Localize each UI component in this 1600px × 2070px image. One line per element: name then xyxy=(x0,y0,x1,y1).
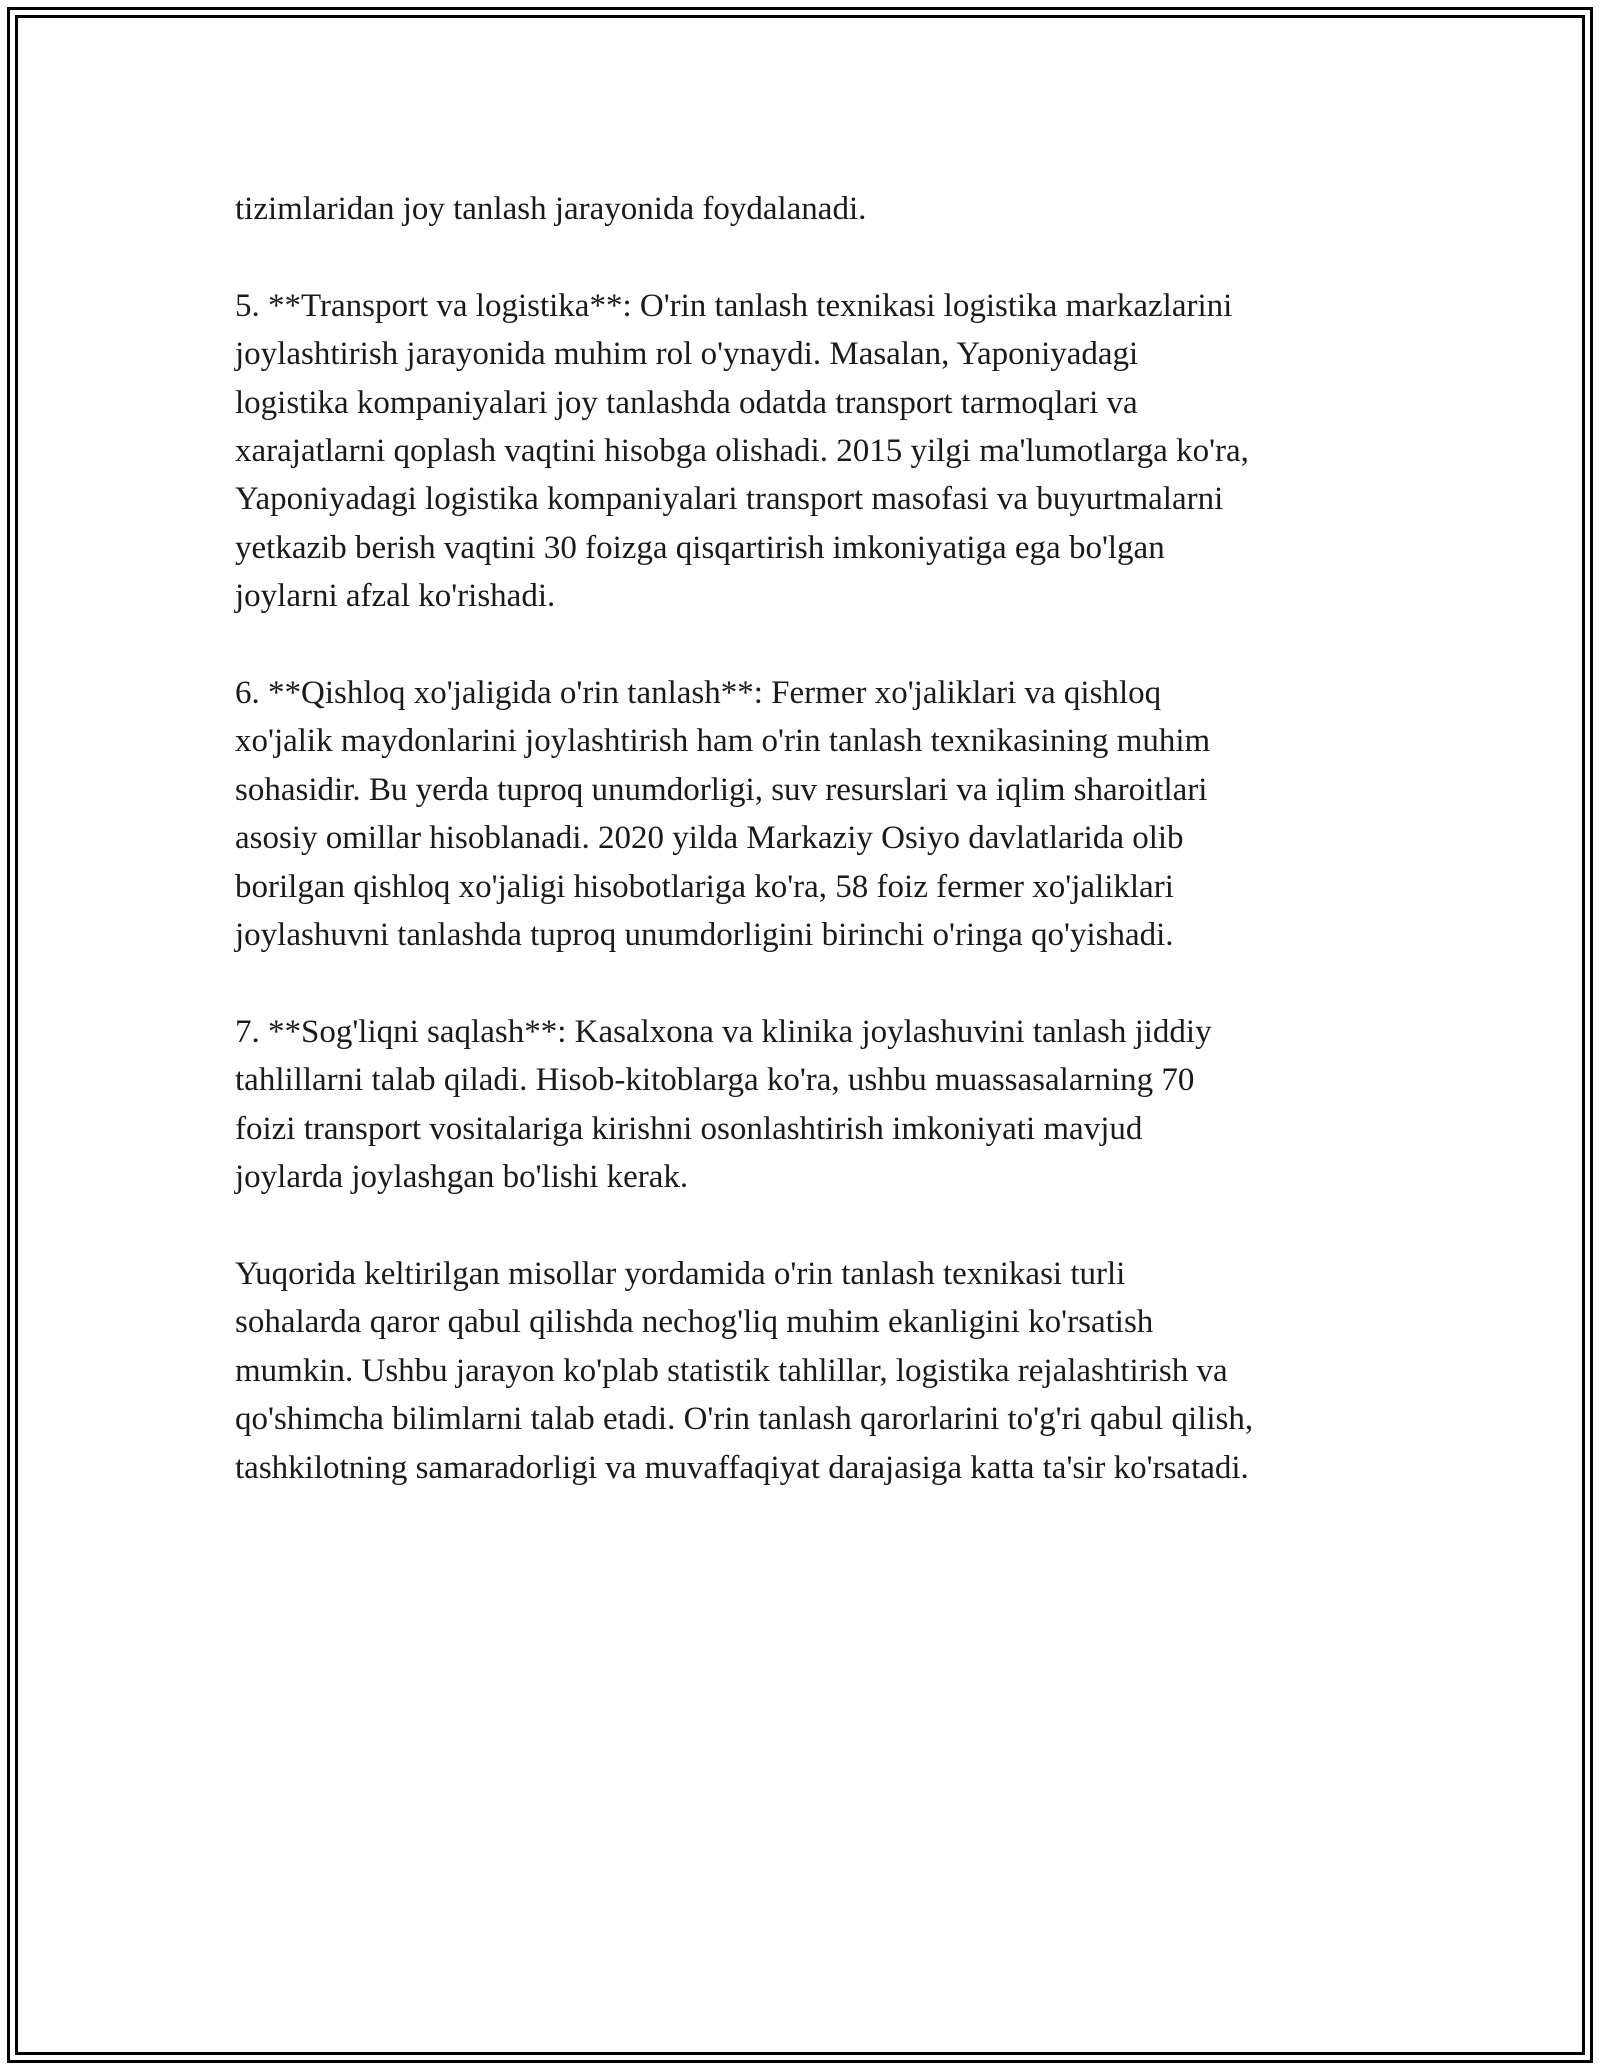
text-line: borilgan qishloq xo'jaligi hisobotlariga ko'ra, 58 foiz fermer xo'jaliklari xyxy=(235,868,1174,905)
text-line: joylashtirish jarayonida muhim rol o'ynaydi. Masalan, Yaponiyadagi xyxy=(235,336,1139,373)
text-line: 5. **Transport va logistika**: O'rin tanlash texnikasi logistika markazlarini xyxy=(235,287,1233,324)
paragraph-conclusion xyxy=(235,1250,1415,1492)
text-line: logistika kompaniyalari joy tanlashda odatda transport tarmoqlari va xyxy=(235,384,1138,421)
text-line: sohalarda qaror qabul qilishda nechog'liq muhim ekanligini ko'rsatish xyxy=(235,1304,1154,1341)
text-line: Yuqorida keltirilgan misollar yordamida o'rin tanlash texnikasi turli xyxy=(235,1255,1126,1292)
text-line: 6. **Qishloq xo'jaligida o'rin tanlash**: Fermer xo'jaliklari va qishloq xyxy=(235,675,1162,712)
text-line: 7. **Sog'liqni saqlash**: Kasalxona va klinika joylashuvini tanlash jiddiy xyxy=(235,1013,1212,1050)
paragraph-gap xyxy=(235,233,1415,281)
text-line: joylarni afzal ko'rishadi. xyxy=(235,578,556,615)
paragraph-agriculture xyxy=(235,669,1415,959)
text-line: Yaponiyadagi logistika kompaniyalari transport masofasi va buyurtmalarni xyxy=(235,481,1224,518)
text-line: asosiy omillar hisoblanadi. 2020 yilda Markaziy Osiyo davlatlarida olib xyxy=(235,820,1184,857)
text-line: tashkilotning samaradorligi va muvaffaqiyat darajasiga katta ta'sir ko'rsatadi. xyxy=(235,1449,1249,1486)
text-line: mumkin. Ushbu jarayon ko'plab statistik tahlillar, logistika rejalashtirish va xyxy=(235,1352,1228,1389)
paragraph-gap xyxy=(235,621,1415,669)
paragraph-gap xyxy=(235,959,1415,1007)
text-line: sohasidir. Bu yerda tuproq unumdorligi, suv resurslari va iqlim sharoitlari xyxy=(235,771,1208,808)
text-line: foizi transport vositalariga kirishni osonlashtirish imkoniyati mavjud xyxy=(235,1110,1143,1147)
text-line: qo'shimcha bilimlarni talab etadi. O'rin tanlash qarorlarini to'g'ri qabul qilish, xyxy=(235,1401,1254,1438)
text-line: tizimlaridan joy tanlash jarayonida foydalanadi. xyxy=(235,191,867,227)
text-line: joylashuvni tanlashda tuproq unumdorligini birinchi o'ringa qo'yishadi. xyxy=(235,917,1174,954)
document-body xyxy=(235,185,1415,1492)
paragraph-healthcare xyxy=(235,1008,1415,1202)
text-line: yetkazib berish vaqtini 30 foizga qisqartirish imkoniyatiga ega bo'lgan xyxy=(235,529,1165,566)
text-line: tahlillarni talab qiladi. Hisob-kitoblarga ko'ra, ushbu muassasalarning 70 xyxy=(235,1062,1195,1099)
text-line: joylarda joylashgan bo'lishi kerak. xyxy=(235,1159,689,1196)
paragraph-gap xyxy=(235,1201,1415,1249)
paragraph-transport xyxy=(235,282,1415,621)
text-line: xarajatlarni qoplash vaqtini hisobga olishadi. 2015 yilgi ma'lumotlarga ko'ra, xyxy=(235,433,1249,470)
paragraph-continuation xyxy=(235,185,1415,233)
text-line: xo'jalik maydonlarini joylashtirish ham o'rin tanlash texnikasining muhim xyxy=(235,723,1211,760)
